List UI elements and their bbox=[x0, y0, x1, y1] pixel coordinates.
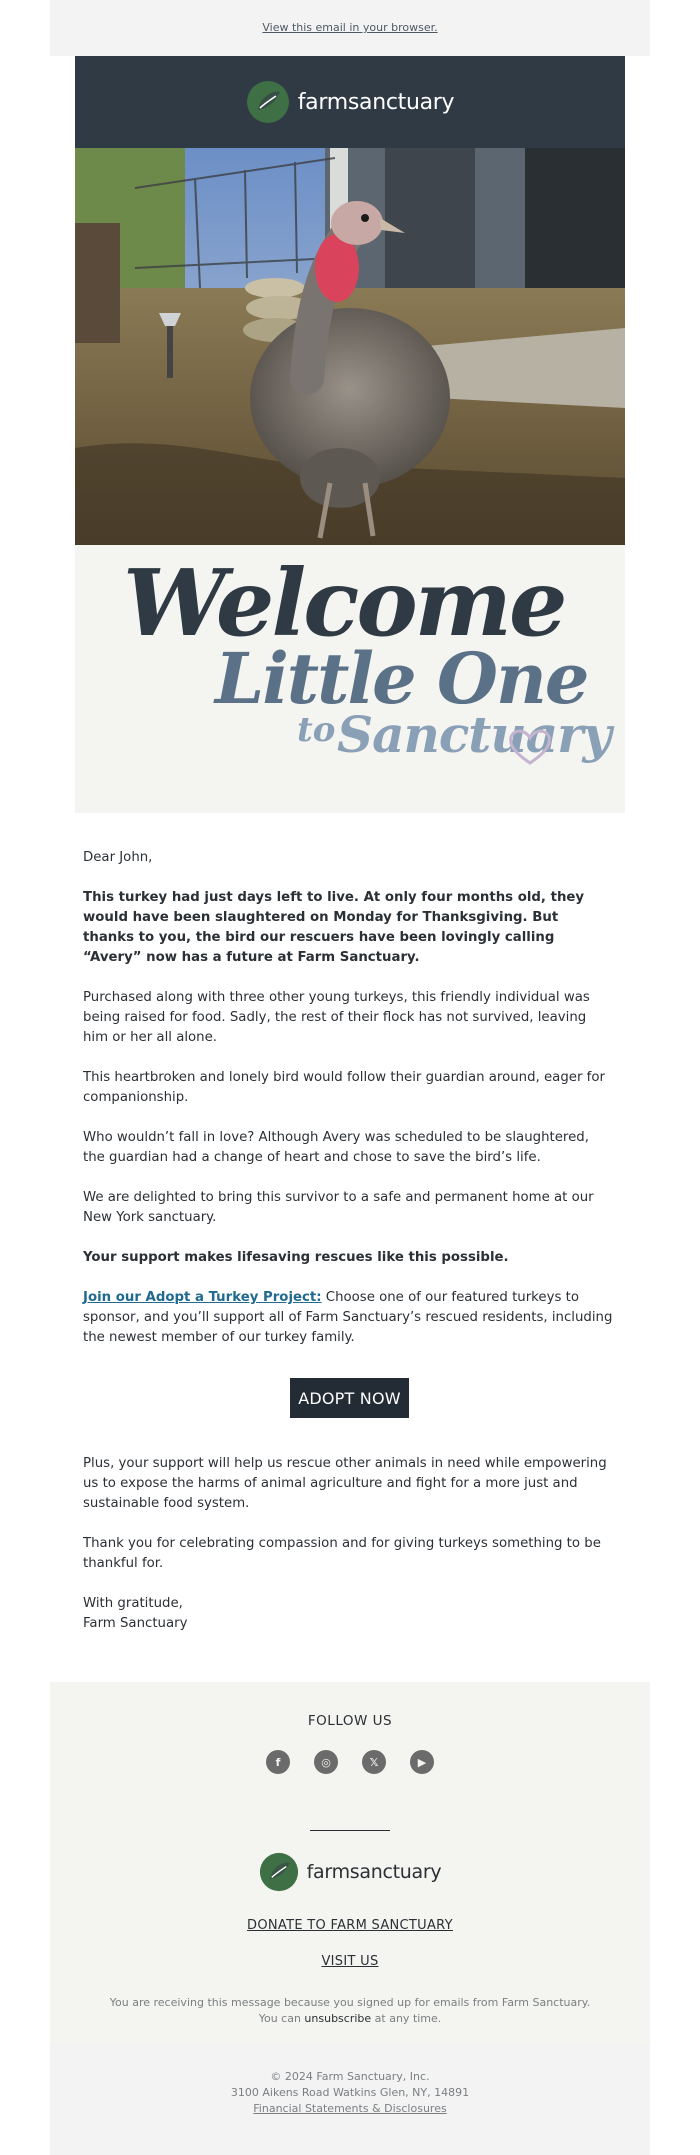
welcome-to: to bbox=[297, 710, 336, 750]
youtube-icon[interactable]: ▶ bbox=[410, 1750, 434, 1774]
signature: Farm Sanctuary bbox=[83, 1616, 188, 1631]
welcome-sanctuary: Sanctuary bbox=[337, 705, 611, 764]
facebook-icon[interactable]: f bbox=[266, 1750, 290, 1774]
brand-logo[interactable] bbox=[246, 80, 455, 124]
heart-icon bbox=[507, 727, 553, 767]
postal-address: 3100 Aikens Road Watkins Glen, NY, 14891 bbox=[230, 2086, 470, 2099]
adopt-paragraph-text: Choose one of our featured turkeys to sponsor, and you’ll support all of Farm Sanctuary’s rescued residents, including the newest member of our turkey family. bbox=[83, 1290, 613, 1345]
footer-wordmark: farmsanctuary bbox=[306, 1861, 442, 1883]
adopt-now-button[interactable]: ADOPT NOW bbox=[290, 1378, 409, 1418]
x-icon[interactable]: 𝕏 bbox=[362, 1750, 386, 1774]
footer-divider bbox=[310, 1830, 390, 1831]
story-paragraph-1: Purchased along with three other young turkeys, this friendly individual was being raised for food. Sadly, the rest of their flock has not survived, leaving him or her all alone. bbox=[83, 990, 590, 1045]
adopt-paragraph bbox=[83, 1288, 613, 1348]
intro-paragraph: This turkey had just days left to live. At only four months old, they would have been slaughtered on Monday for Thanksgiving. But thanks to you, the bird our rescuers have been lovingly calling “Avery” now has a future at Farm Sanctuary. bbox=[83, 890, 585, 965]
email-footer bbox=[50, 1682, 650, 2045]
closing-paragraph-1: Plus, your support will help us rescue other animals in need while empowering us to expose the harms of animal agriculture and fight for a more just and sustainable food system. bbox=[83, 1456, 607, 1511]
legal-footer bbox=[50, 2045, 650, 2155]
brand-wordmark: farmsanctuary bbox=[297, 89, 455, 115]
letter-closing bbox=[83, 1454, 613, 1634]
letter-body bbox=[83, 848, 613, 1368]
copyright: © 2024 Farm Sanctuary, Inc. bbox=[270, 2070, 430, 2083]
email-header bbox=[75, 56, 625, 148]
view-in-browser-link[interactable]: View this email in your browser. bbox=[262, 21, 438, 34]
welcome-heading: Welcome bbox=[123, 549, 565, 657]
welcome-subheading: Little One bbox=[215, 637, 588, 720]
story-paragraph-2: This heartbroken and lonely bird would follow their guardian around, eager for companionship. bbox=[83, 1070, 605, 1105]
follow-us-heading: FOLLOW US bbox=[307, 1713, 393, 1729]
leaf-logo-icon bbox=[246, 80, 290, 124]
greeting: Dear John, bbox=[83, 850, 153, 865]
unsubscribe-link[interactable]: unsubscribe bbox=[304, 2012, 372, 2025]
support-paragraph: Your support makes lifesaving rescues like this possible. bbox=[83, 1250, 509, 1265]
instagram-icon[interactable]: ◎ bbox=[314, 1750, 338, 1774]
closing-paragraph-2: Thank you for celebrating compassion and for giving turkeys something to be thankful for. bbox=[83, 1536, 601, 1571]
adopt-turkey-link[interactable]: Join our Adopt a Turkey Project: bbox=[83, 1290, 322, 1305]
leaf-logo-icon bbox=[259, 1852, 299, 1892]
preheader-bar bbox=[50, 0, 650, 56]
social-links bbox=[50, 1750, 650, 1774]
signoff: With gratitude, Farm Sanctuary bbox=[83, 1596, 188, 1631]
financial-statements-link[interactable]: Financial Statements & Disclosures bbox=[253, 2102, 447, 2115]
story-paragraph-3: Who wouldn’t fall in love? Although Avery was scheduled to be slaughtered, the guardian had a change of heart and chose to save the bird’s life. bbox=[83, 1130, 589, 1165]
hero-turkey-photo bbox=[75, 148, 625, 545]
subscription-reason: You are receiving this message because you signed up for emails from Farm Sanctuary. bbox=[109, 1996, 591, 2009]
story-paragraph-4: We are delighted to bring this survivor to a safe and permanent home at our New York sanctuary. bbox=[83, 1190, 594, 1225]
footer-brand-logo[interactable] bbox=[50, 1852, 650, 1892]
welcome-banner bbox=[75, 545, 625, 813]
subscription-note: You are receiving this message because you signed up for emails from Farm Sanctuary. You can unsubscribe at any time. bbox=[50, 1995, 650, 2027]
donate-link[interactable]: DONATE TO FARM SANCTUARY bbox=[247, 1918, 453, 1933]
visit-us-link[interactable]: VISIT US bbox=[321, 1954, 379, 1969]
